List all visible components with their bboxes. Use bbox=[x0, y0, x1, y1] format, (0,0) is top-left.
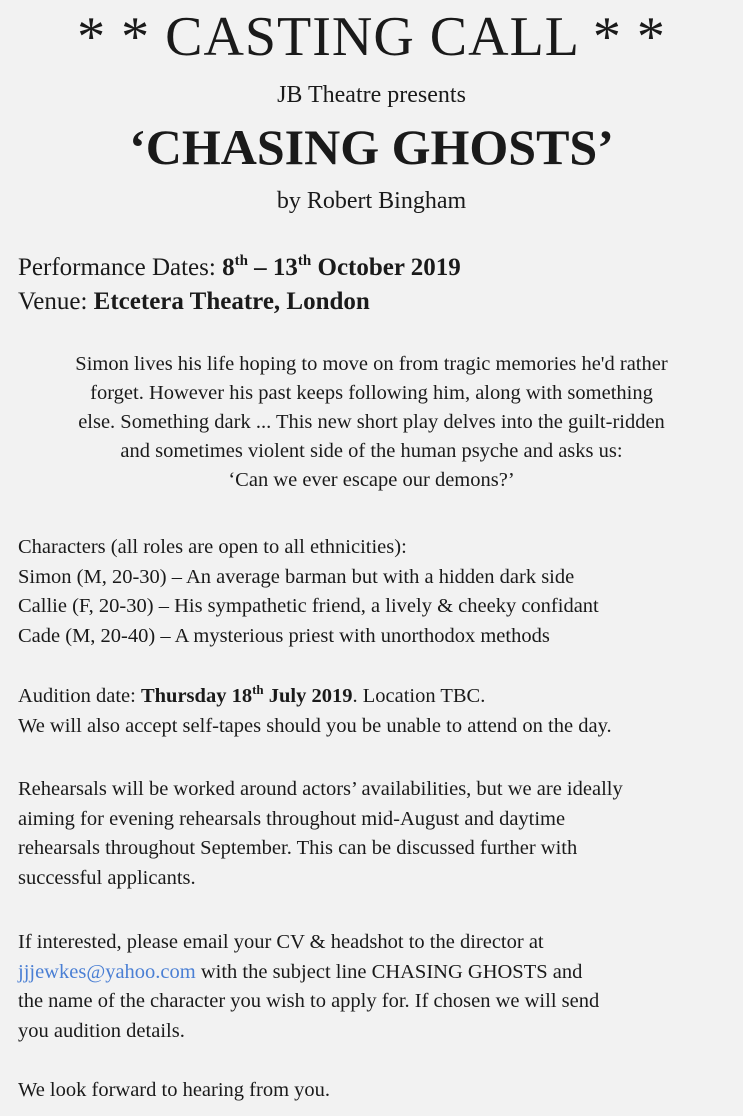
contact-section bbox=[18, 928, 733, 1046]
characters-heading: Characters (all roles are open to all ethnicities): bbox=[18, 536, 407, 558]
synopsis-line: else. Something dark ... This new short play delves into the guilt-ridden bbox=[78, 411, 665, 433]
email-link[interactable]: jjjewkes@yahoo.com bbox=[18, 960, 196, 983]
characters-section bbox=[18, 533, 733, 651]
performance-dates-value: 8th – 13th October 2019 bbox=[222, 253, 461, 281]
presenter-line: JB Theatre presents bbox=[277, 82, 466, 108]
synopsis-line: forget. However his past keeps following him, along with something bbox=[90, 382, 653, 404]
synopsis-question: ‘Can we ever escape our demons?’ bbox=[228, 469, 515, 491]
rehearsals-line: aiming for evening rehearsals throughout mid-August and daytime bbox=[18, 807, 566, 830]
contact-line: If interested, please email your CV & headshot to the director at bbox=[18, 931, 544, 953]
venue-line bbox=[18, 286, 370, 318]
contact-line: the name of the character you wish to apply for. If chosen we will send bbox=[18, 990, 600, 1013]
contact-line-email: jjjewkes@yahoo.com with the subject line CHASING GHOSTS and bbox=[18, 960, 583, 983]
synopsis bbox=[12, 350, 731, 495]
character-item: Callie (F, 20-30) – His sympathetic friend, a lively & cheeky confidant bbox=[18, 595, 599, 618]
performance-dates-label: Performance Dates: bbox=[18, 254, 223, 281]
play-title: ‘CHASING GHOSTS’ bbox=[129, 119, 614, 175]
character-item: Cade (M, 20-40) – A mysterious priest with unorthodox methods bbox=[18, 624, 550, 647]
casting-call-heading: * * CASTING CALL * * bbox=[77, 6, 666, 68]
contact-line: you audition details. bbox=[18, 1019, 185, 1042]
audition-date-line: Audition date: Thursday 18th July 2019. Location TBC. bbox=[18, 682, 486, 707]
audition-section bbox=[18, 682, 733, 741]
author-line: by Robert Bingham bbox=[276, 188, 467, 214]
audition-date-value: Thursday 18th July 2019 bbox=[140, 682, 353, 707]
venue-value: Etcetera Theatre, London bbox=[93, 288, 370, 315]
synopsis-line: Simon lives his life hoping to move on from tragic memories he'd rather bbox=[75, 353, 668, 375]
closing-line: We look forward to hearing from you. bbox=[18, 1079, 331, 1101]
synopsis-line: and sometimes violent side of the human psyche and asks us: bbox=[120, 440, 623, 462]
venue-label: Venue: bbox=[18, 288, 94, 315]
performance-dates bbox=[18, 252, 461, 284]
rehearsals-section bbox=[18, 775, 733, 893]
rehearsals-line: rehearsals throughout September. This can be discussed further with bbox=[18, 837, 578, 860]
character-item: Simon (M, 20-30) – An average barman but with a hidden dark side bbox=[18, 565, 575, 588]
self-tapes-note: We will also accept self-tapes should you be unable to attend on the day. bbox=[18, 714, 612, 737]
rehearsals-line: Rehearsals will be worked around actors’ availabilities, but we are ideally bbox=[18, 778, 623, 800]
rehearsals-line: successful applicants. bbox=[18, 866, 196, 889]
